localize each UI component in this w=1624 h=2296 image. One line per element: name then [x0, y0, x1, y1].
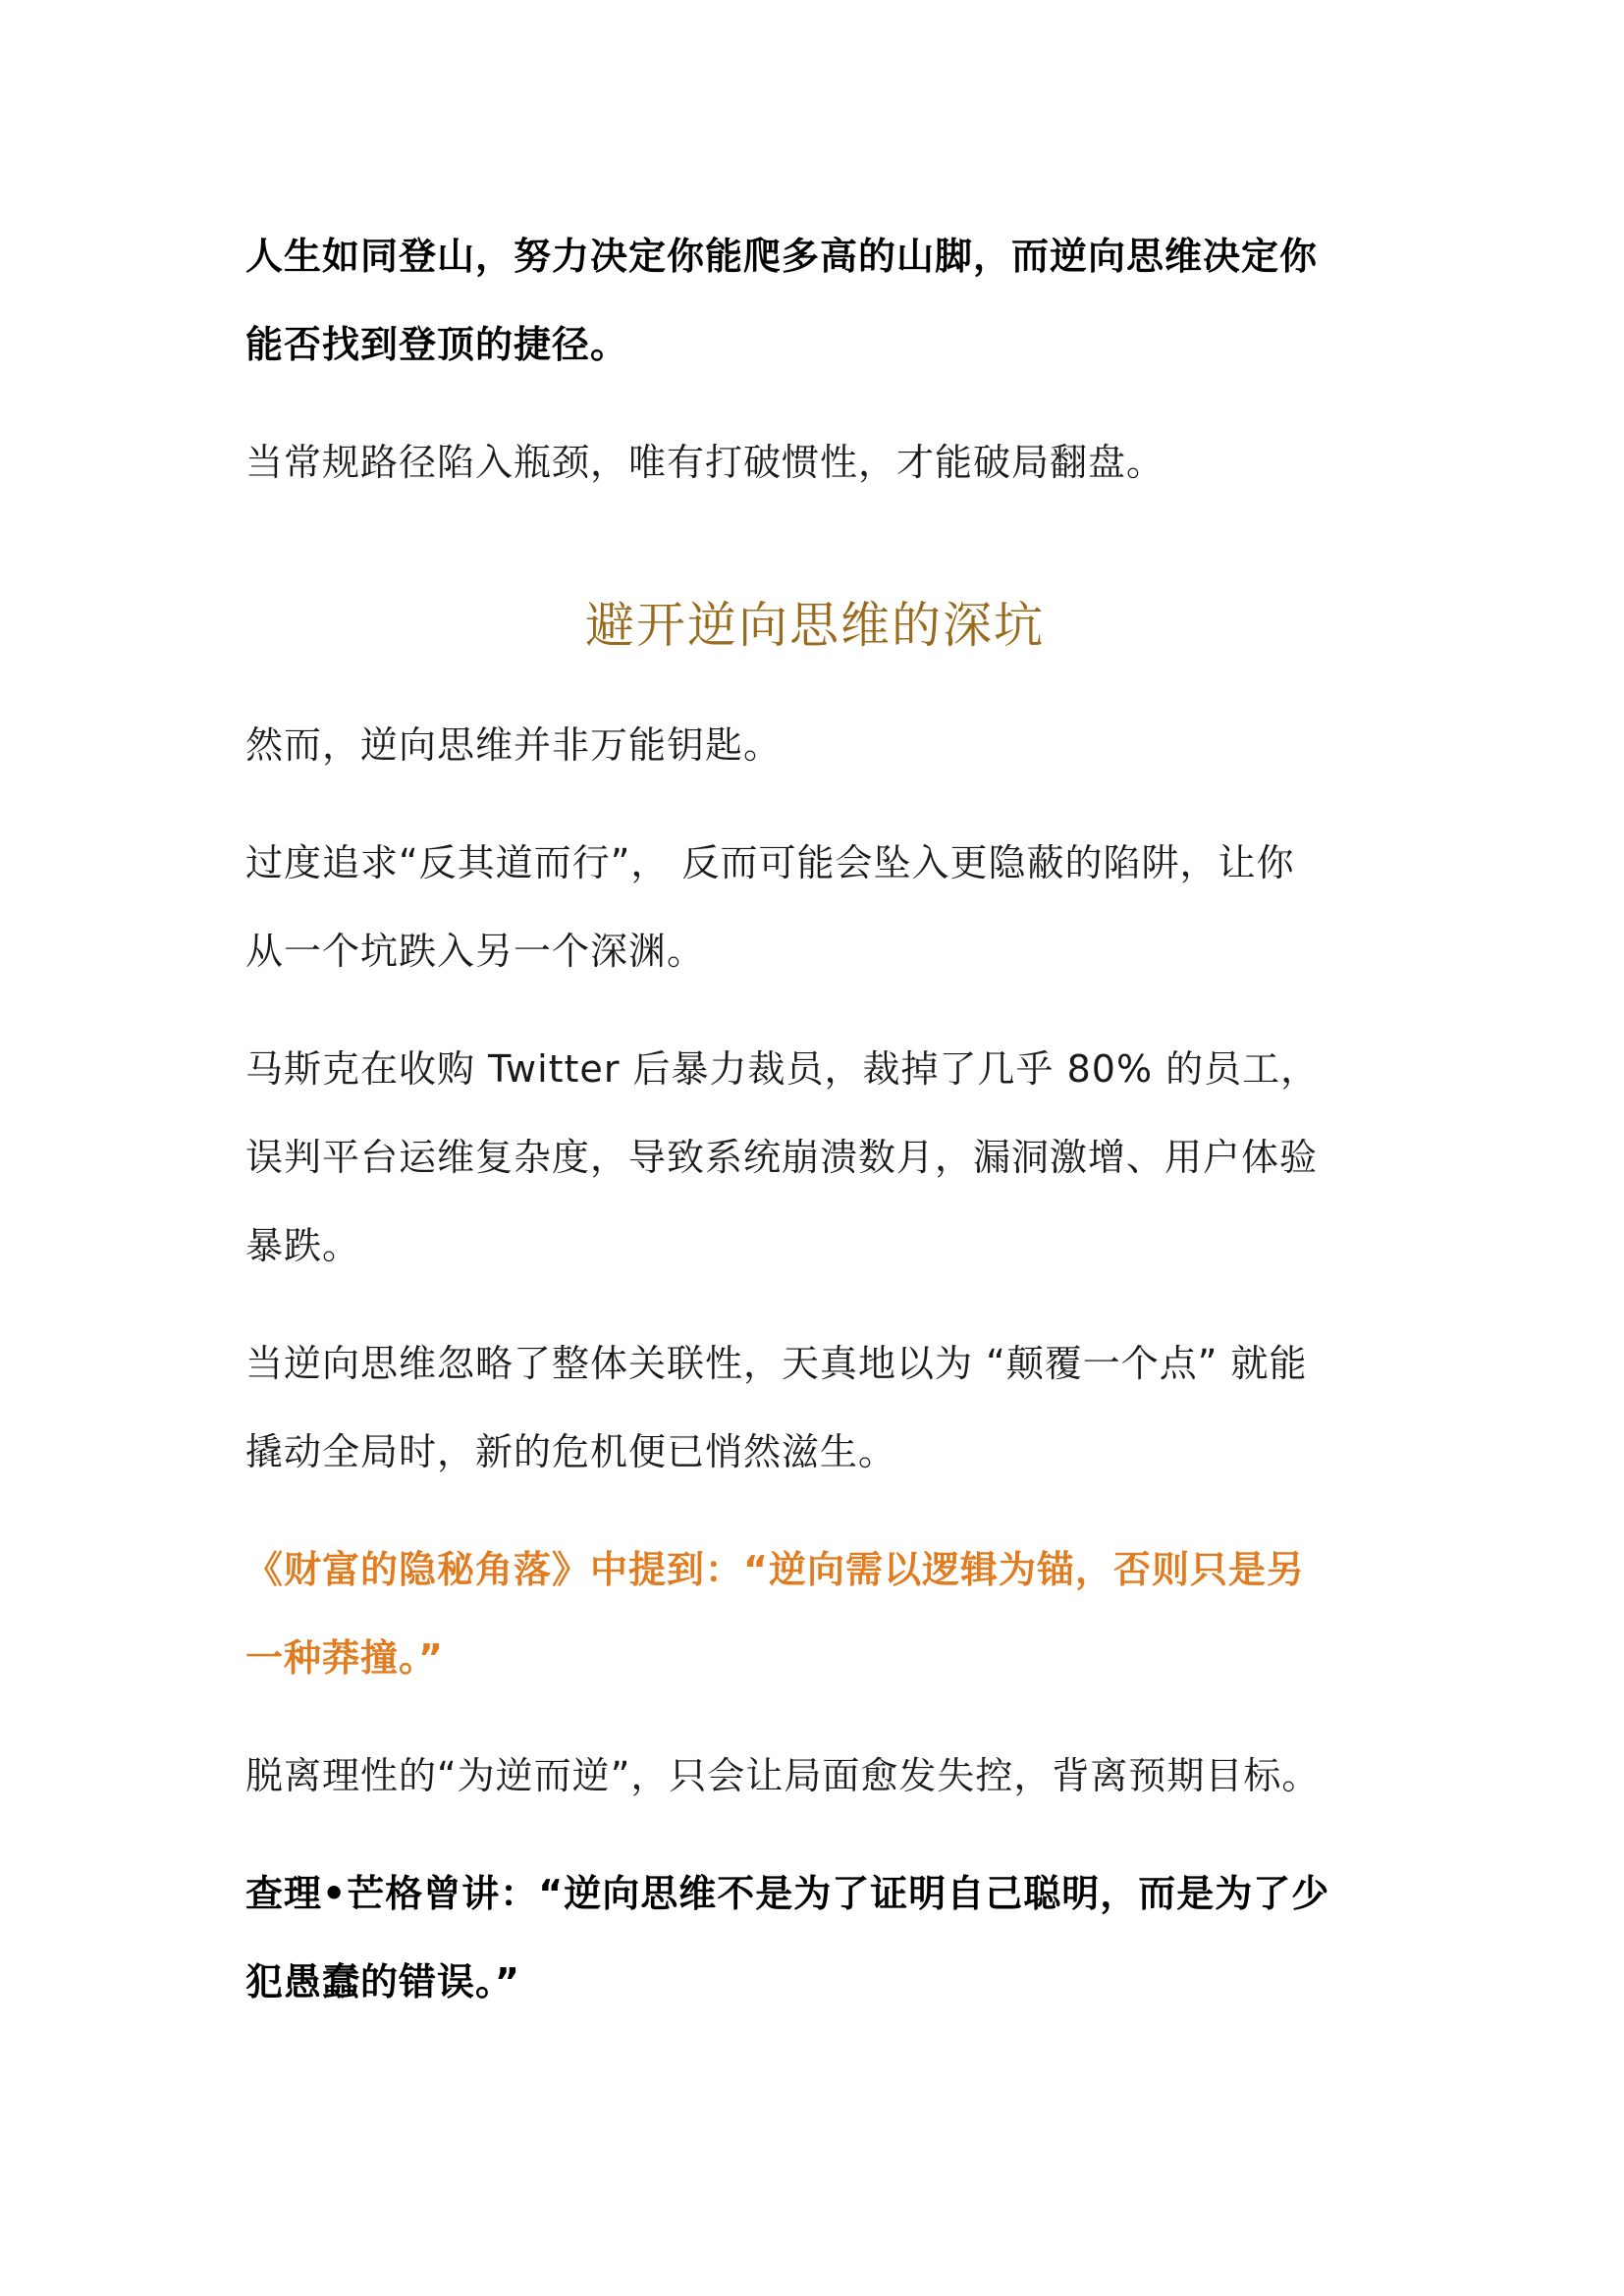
paragraph-line: 当逆向思维忽略了整体关联性，天真地以为 “颠覆一个点” 就能	[245, 1342, 1308, 1385]
paragraph-line: 《财富的隐秘角落》中提到：“逆向需以逻辑为锚，否则只是另	[245, 1548, 1305, 1591]
paragraph-line: 一种莽撞。”	[245, 1636, 444, 1680]
paragraph-line: 查理•芒格曾讲：“逆向思维不是为了证明自己聪明，而是为了少	[245, 1872, 1330, 1915]
paragraph-book-quote	[245, 1525, 1384, 1702]
paragraph-crisis	[245, 1319, 1384, 1496]
paragraph-line: 犯愚蠢的错误。”	[245, 1960, 520, 2003]
paragraph-overreach	[245, 819, 1384, 995]
paragraph-musk-example	[245, 1025, 1384, 1290]
paragraph-line: 从一个坑跌入另一个深渊。	[245, 930, 706, 973]
paragraph-however	[245, 701, 1384, 789]
paragraph-line: 能否找到登顶的捷径。	[245, 323, 629, 366]
paragraph-irrational	[245, 1732, 1384, 1820]
paragraph-line: 撬动全局时，新的危机便已悄然滋生。	[245, 1430, 897, 1473]
paragraph-line: 然而，逆向思维并非万能钥匙。	[245, 723, 783, 767]
paragraph-line: 人生如同登山，努力决定你能爬多高的山脚，而逆向思维决定你	[245, 235, 1319, 278]
paragraph-line: 脱离理性的“为逆而逆”，只会让局面愈发失控，背离预期目标。	[245, 1754, 1321, 1797]
paragraph-munger-quote	[245, 1849, 1384, 2026]
paragraph-line: 当常规路径陷入瓶颈，唯有打破惯性，才能破局翻盘。	[245, 441, 1165, 484]
paragraph-intro	[245, 212, 1384, 389]
paragraph-line: 误判平台运维复杂度，导致系统崩溃数月，漏洞激增、用户体验	[245, 1136, 1319, 1179]
paragraph-line: 过度追求“反其道而行”， 反而可能会坠入更隐蔽的陷阱，让你	[245, 841, 1295, 884]
paragraph-line: 暴跌。	[245, 1224, 361, 1267]
paragraph-breakthrough	[245, 418, 1384, 507]
paragraph-line: 马斯克在收购 Twitter 后暴力裁员，裁掉了几乎 80% 的员工，	[245, 1047, 1320, 1091]
section-heading: 避开逆向思维的深坑	[585, 597, 1045, 654]
